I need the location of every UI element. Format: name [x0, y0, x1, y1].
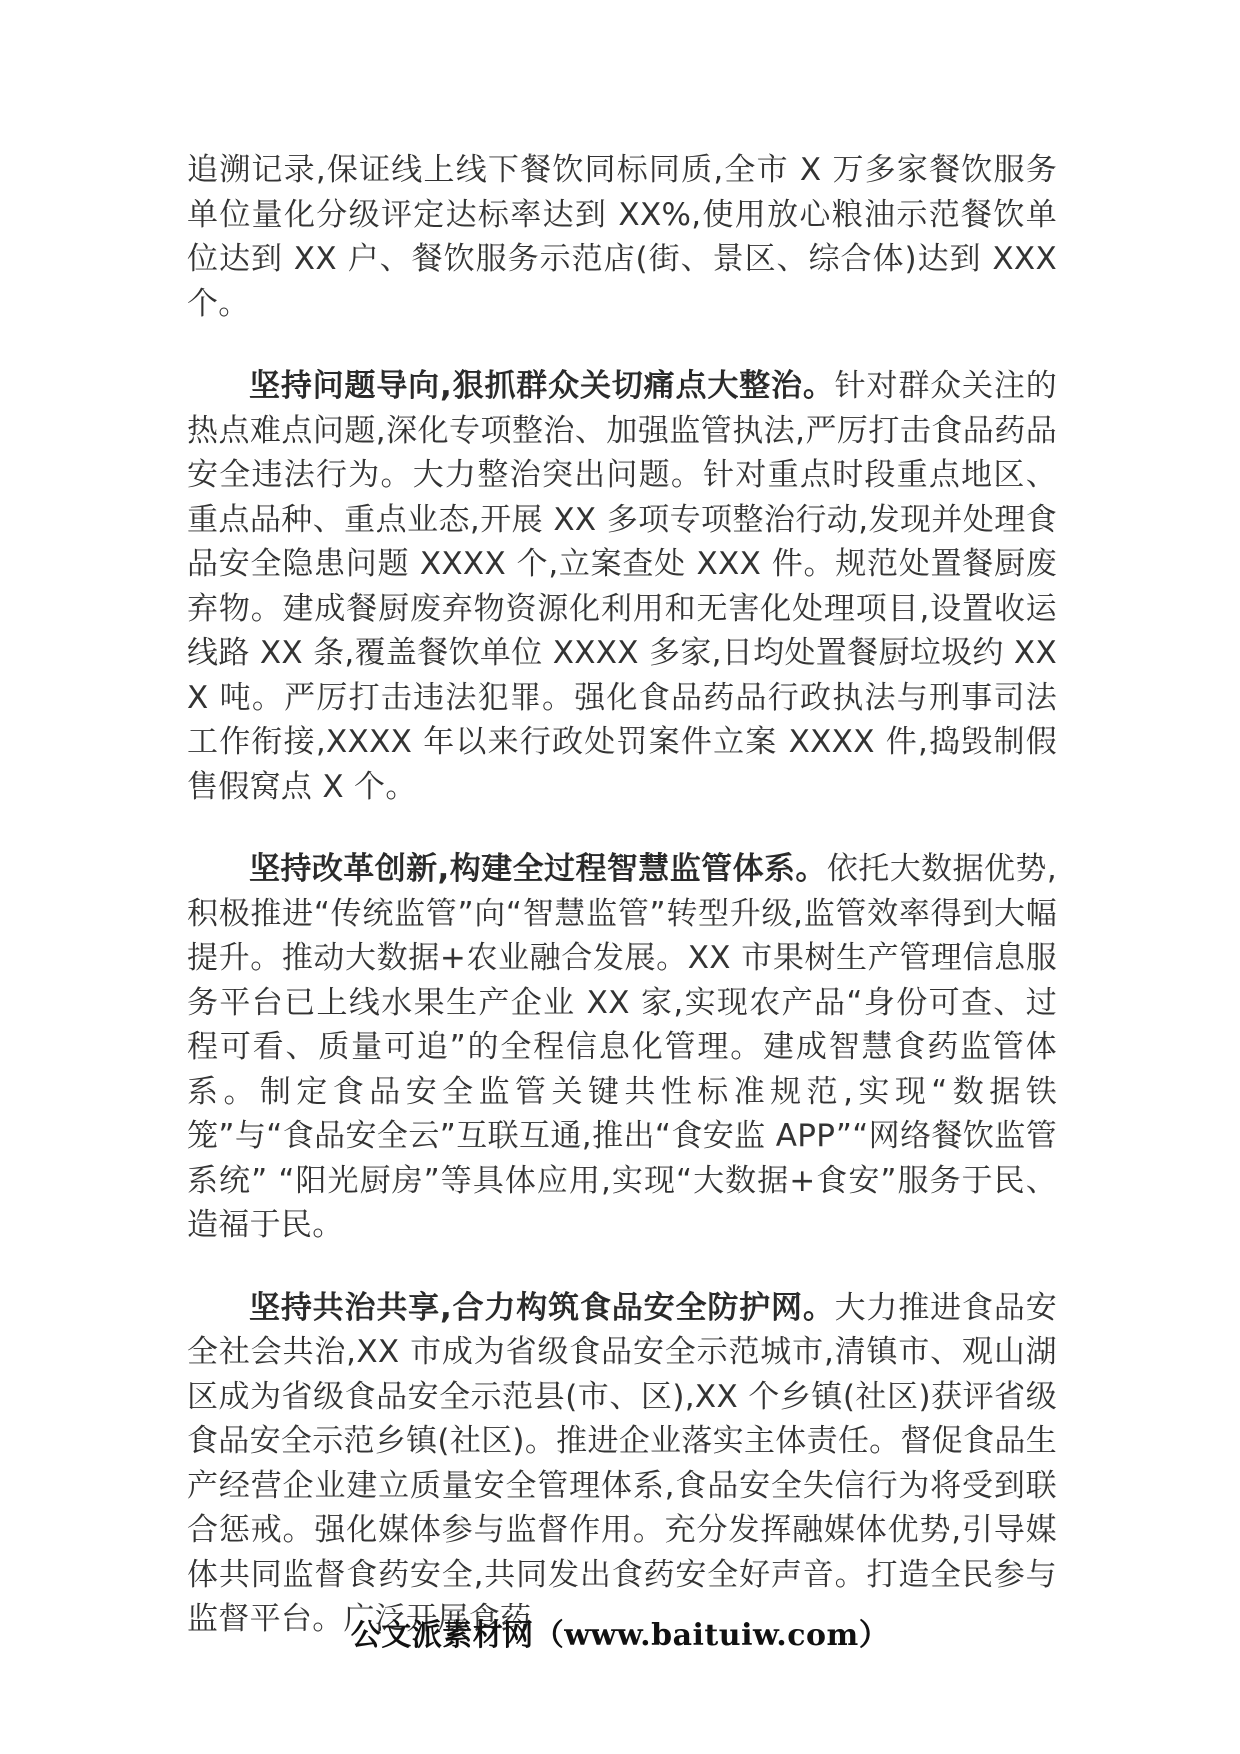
paragraph-co-governance — [187, 1286, 1057, 1642]
paragraph-text: 大力推进食品安全社会共治,XX 市成为省级食品安全示范城市,清镇市、观山湖区成为省级食品安全示范县(市、区),XX 个乡镇(社区)获评省级食品安全示范乡镇(社区)。推进企业落实主体责任。督促食品生产经营企业建立质量安全管理体系,食品安全失信行为将受到联合惩戒。强化媒体参与监督作用。充分发挥融媒体优势,引导媒体共同监督食药安全,共同发出食药安全好声音。打造全民参与监督平台。广泛开展食药 — [187, 1289, 1057, 1637]
paragraph-lead: 坚持共治共享,合力构筑食品安全防护网。 — [249, 1289, 835, 1326]
paragraph-text: 追溯记录,保证线上线下餐饮同标同质,全市 X 万多家餐饮服务单位量化分级评定达标率达到 XX%,使用放心粮油示范餐饮单位达到 XX 户、餐饮服务示范店(街、景区、综合体)达到 XXX 个。 — [187, 152, 1057, 322]
paragraph-text: 依托大数据优势,积极推进“传统监管”向“智慧监管”转型升级,监管效率得到大幅提升。推动大数据+农业融合发展。XX 市果树生产管理信息服务平台已上线水果生产企业 XX 家,实现农产品“身份可查、过程可看、质量可追”的全程信息化管理。建成智慧食药监管体系。制定食品安全监管关键共性标准规范,实现“数据铁笼”与“食品安全云”互联互通,推出“食安监 APP”“网络餐饮监管系统” “阳光厨房”等具体应用,实现“大数据+食安”服务于民、造福于民。 — [187, 851, 1057, 1243]
paragraph-lead: 坚持改革创新,构建全过程智慧监管体系。 — [249, 851, 827, 887]
paragraph-reform-innovation — [187, 847, 1057, 1248]
footer-watermark: 公文派素材网（www.baituiw.com） — [350, 1618, 890, 1653]
paragraph-problem-oriented — [187, 364, 1057, 809]
document-body — [187, 148, 1057, 1680]
paragraph-continuation — [187, 148, 1057, 326]
paragraph-text: 针对群众关注的热点难点问题,深化专项整治、加强监管执法,严厉打击食品药品安全违法行为。大力整治突出问题。针对重点时段重点地区、重点品种、重点业态,开展 XX 多项专项整治行动,发现并处理食品安全隐患问题 XXXX 个,立案查处 XXX 件。规范处置餐厨废弃物。建成餐厨废弃物资源化利用和无害化处理项目,设置收运线路 XX 条,覆盖餐饮单位 XXXX 多家,日均处置餐厨垃圾约 XXX 吨。严厉打击违法犯罪。强化食品药品行政执法与刑事司法工作衔接,XXXX 年以来行政处罚案件立案 XXXX 件,捣毁制假售假窝点 X 个。 — [187, 368, 1057, 805]
paragraph-lead: 坚持问题导向,狠抓群众关切痛点大整治。 — [249, 368, 835, 404]
